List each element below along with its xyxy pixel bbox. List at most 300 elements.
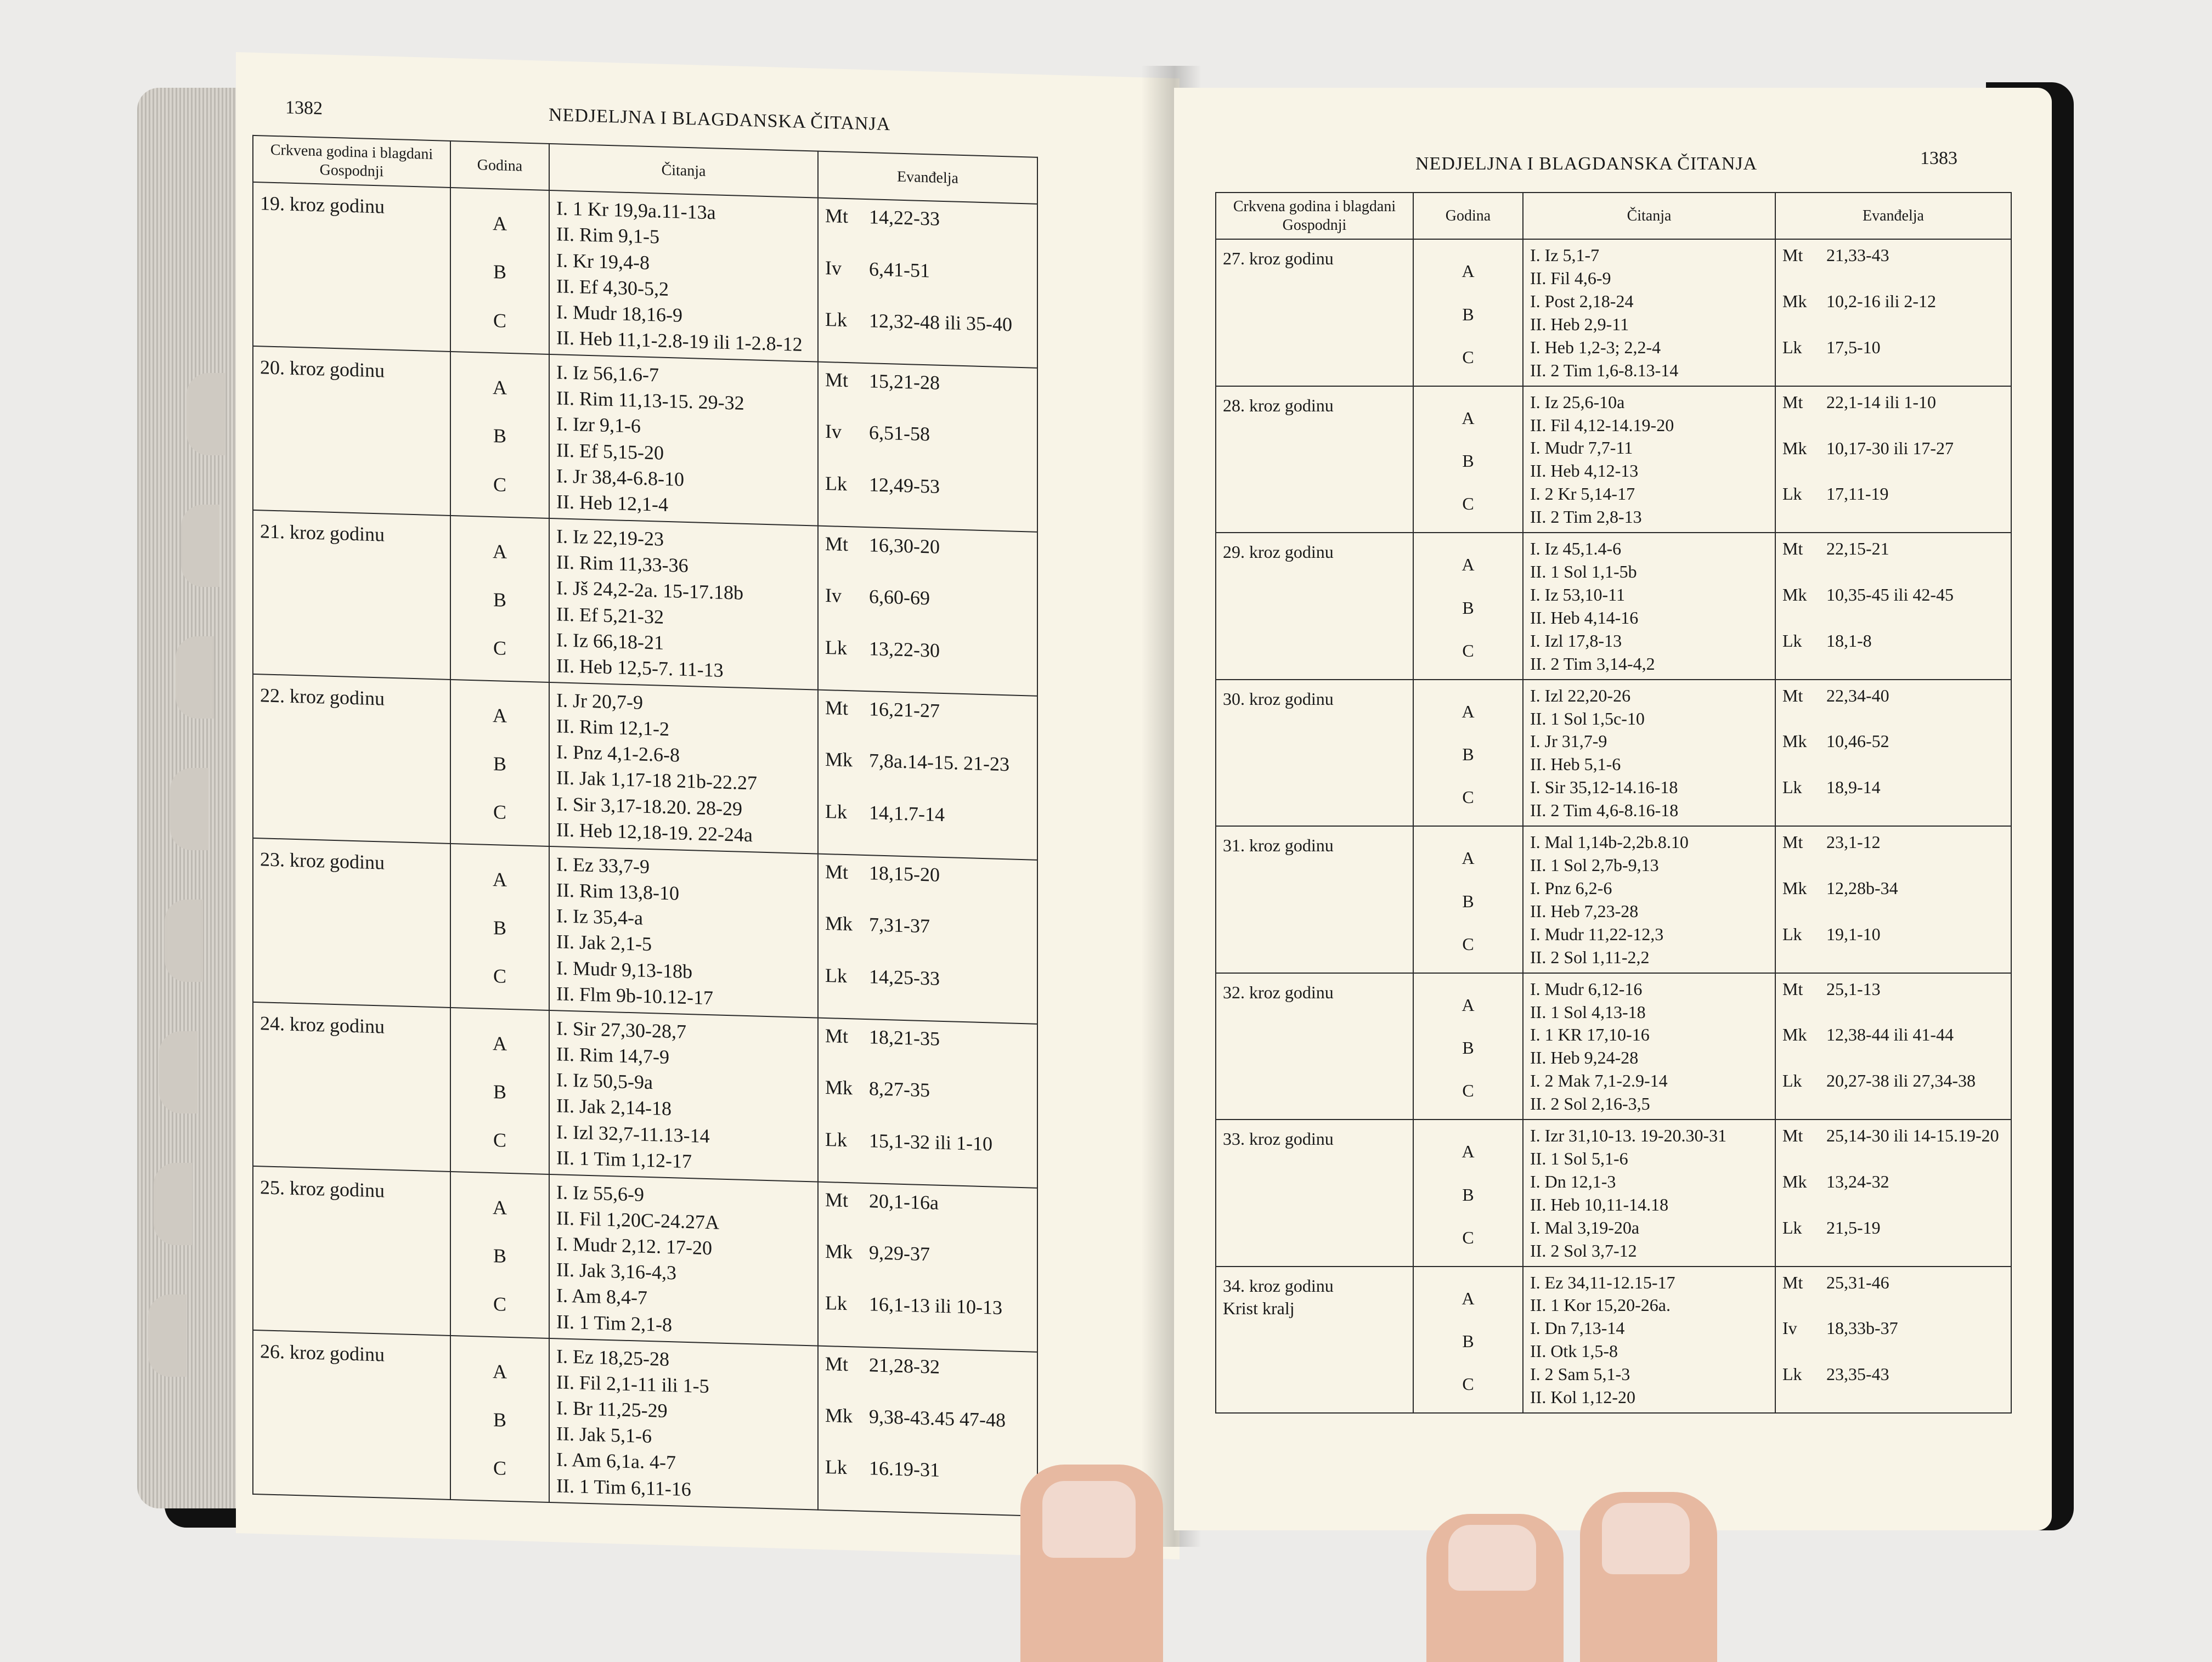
gospel-book: Mt: [825, 369, 849, 392]
year-letter: C: [493, 965, 506, 988]
readings-cell: [549, 682, 818, 854]
reading-line: II. 2 Tim 2,8-13: [1530, 507, 1642, 527]
gospel-book: Iv: [1782, 1318, 1797, 1338]
week-label: 25. kroz godinu: [260, 1176, 385, 1202]
gospels-cell: [818, 1018, 1037, 1188]
table-row: [1216, 826, 2011, 973]
year-letter: B: [1462, 1038, 1474, 1058]
col-header-year: Godina: [1413, 193, 1523, 239]
gospel-book: Mk: [1782, 731, 1807, 751]
year-letter: A: [493, 704, 507, 727]
year-letter: C: [493, 473, 506, 496]
year-letter: B: [493, 1245, 506, 1267]
thumb-index-tab: [159, 1031, 198, 1113]
year-letter: B: [493, 1409, 506, 1431]
year-letter: B: [1462, 597, 1474, 618]
year-letter: A: [1462, 848, 1475, 868]
thumb-index-tab: [170, 768, 208, 850]
year-letter: A: [1462, 994, 1475, 1015]
gospel-book: Mt: [1782, 1272, 1803, 1292]
reading-line: I. Ez 34,11-12.15-17: [1530, 1272, 1675, 1292]
reading-line: I. Post 2,18-24: [1530, 291, 1634, 311]
reading-line: I. Ez 33,7-9: [556, 853, 650, 878]
gospel-ref: 6,51-58: [869, 421, 930, 445]
reading-line: II. Heb 7,23-28: [1530, 901, 1639, 921]
gospel-book: Mk: [1782, 291, 1807, 312]
gospel-book: Lk: [1782, 484, 1802, 504]
week-label: 20. kroz godinu: [260, 356, 385, 382]
reading-line: II. Jak 2,1-5: [556, 930, 652, 956]
gospel-ref: 14,25-33: [869, 965, 940, 990]
gospel-line: [1782, 483, 2006, 529]
week-cell: [253, 510, 450, 680]
reading-line: II. Fil 4,12-14.19-20: [1530, 415, 1674, 435]
gospel-line: [825, 471, 1032, 528]
reading-line: I. Iz 35,4-a: [556, 905, 643, 929]
gospel-book: Mk: [1782, 584, 1807, 604]
reading-line: I. Pnz 6,2-6: [1530, 878, 1612, 898]
reading-line: I. Mal 1,14b-2,2b.8.10: [1530, 832, 1689, 852]
year-letter: C: [1462, 787, 1474, 807]
gospel-line: [825, 963, 1032, 1020]
gospel-line: [825, 1351, 1032, 1409]
readings-cell: [549, 1010, 818, 1182]
col-header-church-year: Crkvena godina i blagdani Gospodnji: [1216, 193, 1413, 239]
table-row: [253, 1330, 1037, 1516]
reading-line: II. 2 Sol 1,11-2,2: [1530, 947, 1650, 967]
year-letter: A: [493, 1032, 507, 1055]
reading-line: I. Mudr 11,22-12,3: [1530, 924, 1664, 944]
gospel-book: Lk: [1782, 777, 1802, 798]
gospel-ref: 18,1-8: [1826, 630, 1872, 651]
reading-line: II. 2 Tim 4,6-8.16-18: [1530, 800, 1679, 821]
reading-line: I. Iz 45,1.4-6: [1530, 539, 1622, 559]
year-letter: A: [1462, 1141, 1475, 1162]
year-cell: [1413, 680, 1523, 826]
gospels-cell: [1775, 533, 2011, 679]
gospel-book: Mk: [825, 1240, 853, 1263]
gospel-line: [825, 1290, 1032, 1348]
gospel-book: Lk: [825, 800, 847, 823]
reading-line: I. Am 8,4-7: [556, 1284, 647, 1309]
gospel-book: Lk: [1782, 337, 1802, 357]
table-row: [253, 1002, 1037, 1188]
reading-line: II. Heb 4,14-16: [1530, 607, 1639, 628]
year-cell: [450, 1172, 549, 1338]
year-cell: [450, 516, 549, 682]
gospel-ref: 25,31-46: [1826, 1272, 1889, 1292]
table-row: [253, 182, 1037, 368]
reading-line: II. Heb 10,11-14.18: [1530, 1194, 1669, 1214]
gospel-book: Lk: [825, 636, 847, 659]
gospel-ref: 9,38-43.45 47-48: [869, 1405, 1006, 1432]
gospel-line: [1782, 923, 2006, 969]
gospel-ref: 18,15-20: [869, 862, 940, 886]
gospel-ref: 15,1-32 ili 1-10: [869, 1129, 992, 1155]
gospel-line: [1782, 584, 2006, 630]
readings-cell: [549, 518, 818, 690]
reading-line: I. Kr 19,4-8: [556, 248, 650, 274]
reading-line: II. Heb 11,1-2.8-19 ili 1-2.8-12: [556, 326, 803, 355]
reading-line: I. Mudr 6,12-16: [1530, 979, 1643, 999]
gospel-ref: 16,21-27: [869, 698, 940, 722]
reading-line: I. Jš 24,2-2a. 15-17.18b: [556, 576, 743, 604]
week-cell: [1216, 239, 1413, 386]
year-letter: C: [493, 637, 506, 660]
gospel-book: Mk: [825, 1076, 853, 1099]
week-cell: [1216, 533, 1413, 679]
col-header-church-year: Crkvena godina i blagdani Gospodnji: [253, 135, 450, 188]
reading-line: I. 2 Mak 7,1-2.9-14: [1530, 1071, 1668, 1091]
table-row: [1216, 386, 2011, 533]
reading-line: II. Fil 1,20C-24.27A: [556, 1207, 719, 1234]
gospels-cell: [1775, 386, 2011, 533]
thumb-index-tab: [187, 373, 225, 455]
week-label: 28. kroz godinu: [1223, 395, 1334, 415]
week-cell: [1216, 1267, 1413, 1413]
gospel-book: Lk: [825, 1456, 847, 1479]
gospel-line: [1782, 1124, 2006, 1171]
reading-line: I. Iz 56,1.6-7: [556, 361, 659, 386]
reading-line: I. Iz 50,5-9a: [556, 1069, 653, 1094]
gospel-line: [1782, 685, 2006, 731]
gospels-cell: [818, 854, 1037, 1024]
gospel-line: [825, 911, 1032, 968]
page-number: 1382: [285, 97, 323, 119]
reading-line: I. Jr 31,7-9: [1530, 731, 1607, 751]
gospel-book: Mt: [825, 1024, 849, 1048]
reading-line: II. 1 Sol 1,1-5b: [1530, 562, 1637, 582]
gospel-ref: 7,8a.14-15. 21-23: [869, 749, 1009, 776]
gospel-line: [1782, 1271, 2006, 1318]
gospel-line: [825, 203, 1032, 261]
gospel-ref: 21,28-32: [869, 1353, 940, 1378]
fingernail: [1602, 1503, 1690, 1574]
gospels-cell: [1775, 973, 2011, 1120]
gospel-ref: 12,38-44 ili 41-44: [1826, 1025, 1954, 1045]
week-cell: [1216, 386, 1413, 533]
gospel-ref: 13,22-30: [869, 637, 940, 662]
col-header-gospels: Evanđelja: [818, 151, 1037, 204]
gospel-ref: 18,9-14: [1826, 777, 1881, 798]
gospel-ref: 15,21-28: [869, 370, 940, 394]
reading-line: I. Izr 31,10-13. 19-20.30-31: [1530, 1126, 1727, 1146]
gospels-cell: [1775, 826, 2011, 973]
gospel-book: Mk: [1782, 438, 1807, 458]
year-letter: B: [493, 261, 506, 284]
gospels-cell: [818, 690, 1037, 860]
reading-line: I. Izr 9,1-6: [556, 412, 641, 438]
gospel-book: Mt: [825, 533, 849, 556]
year-cell: [450, 352, 549, 518]
gospel-line: [1782, 1070, 2006, 1116]
reading-line: I. Izl 32,7-11.13-14: [556, 1120, 710, 1147]
reading-line: II. Jak 2,14-18: [556, 1094, 672, 1120]
readings-cell: [1523, 973, 1775, 1120]
readings-cell: [1523, 1120, 1775, 1266]
gospel-book: Lk: [825, 308, 847, 331]
reading-line: II. Jak 5,1-6: [556, 1422, 652, 1448]
gospel-book: Mt: [825, 1352, 849, 1375]
year-letter: B: [493, 753, 506, 775]
reading-line: I. Iz 5,1-7: [1530, 245, 1600, 265]
year-cell: [450, 188, 549, 354]
gospel-ref: 12,32-48 ili 35-40: [869, 309, 1012, 336]
reading-line: I. Iz 66,18-21: [556, 629, 664, 654]
gospel-book: Mt: [1782, 539, 1803, 559]
week-cell: [253, 1166, 450, 1336]
year-cell: [1413, 1120, 1523, 1266]
gospel-line: [825, 635, 1032, 692]
year-letter: C: [493, 1129, 506, 1152]
gospel-line: [1782, 877, 2006, 923]
year-letter: B: [1462, 1184, 1474, 1205]
col-header-readings: Čitanja: [1523, 193, 1775, 239]
gospel-line: [825, 695, 1032, 753]
year-letter: B: [1462, 451, 1474, 471]
week-label: 19. kroz godinu: [260, 192, 385, 218]
gospel-book: Lk: [825, 1292, 847, 1315]
gospel-book: Lk: [825, 1128, 847, 1151]
gospel-ref: 23,1-12: [1826, 832, 1881, 852]
year-letter: C: [1462, 640, 1474, 660]
gospel-line: [1782, 336, 2006, 382]
week-subtitle: Krist kralj: [1223, 1298, 1295, 1319]
reading-line: I. Sir 3,17-18.20. 28-29: [556, 792, 742, 820]
table-row: [1216, 680, 2011, 826]
col-header-gospels: Evanđelja: [1775, 193, 2011, 239]
gospel-line: [825, 1403, 1032, 1460]
col-header-readings: Čitanja: [549, 144, 818, 198]
gospel-line: [825, 419, 1032, 476]
week-cell: [253, 1330, 450, 1500]
reading-line: II. 2 Tim 1,6-8.13-14: [1530, 360, 1679, 380]
reading-line: II. 1 Sol 1,5c-10: [1530, 708, 1645, 728]
gospel-book: Mk: [1782, 878, 1807, 898]
reading-line: I. Heb 1,2-3; 2,2-4: [1530, 337, 1661, 357]
gospel-book: Mt: [1782, 832, 1803, 852]
reading-line: II. 1 Sol 2,7b-9,13: [1530, 855, 1659, 875]
thumb-index-tab: [165, 900, 203, 982]
week-cell: [1216, 1120, 1413, 1266]
week-cell: [1216, 680, 1413, 826]
reading-line: II. Fil 4,6-9: [1530, 268, 1611, 289]
reading-line: II. Heb 12,5-7. 11-13: [556, 654, 724, 681]
year-letter: B: [493, 589, 506, 612]
year-cell: [450, 844, 549, 1010]
gospels-cell: [818, 1182, 1037, 1352]
gospel-ref: 16,30-20: [869, 534, 940, 558]
reading-line: I. Izl 17,8-13: [1530, 630, 1622, 651]
gospel-line: [825, 583, 1032, 640]
year-letter: A: [1462, 1288, 1475, 1308]
year-letter: C: [493, 801, 506, 824]
gospel-ref: 21,5-19: [1826, 1217, 1881, 1237]
gospel-line: [825, 859, 1032, 917]
reading-line: II. Fil 2,1-11 ili 1-5: [556, 1371, 709, 1398]
gospel-book: Mt: [825, 696, 849, 720]
gospel-line: [1782, 978, 2006, 1024]
gospel-line: [1782, 776, 2006, 822]
gospels-cell: [1775, 1267, 2011, 1413]
reading-line: II. Heb 12,1-4: [556, 490, 668, 516]
gospel-line: [1782, 391, 2006, 437]
gospel-ref: 25,14-30 ili 14-15.19-20: [1826, 1126, 1999, 1146]
year-letter: A: [493, 868, 507, 891]
gospel-line: [825, 1187, 1032, 1245]
gospel-line: [1782, 538, 2006, 584]
reading-line: I. Ez 18,25-28: [556, 1345, 669, 1370]
year-cell: [1413, 386, 1523, 533]
reading-line: II. Jak 3,16-4,3: [556, 1258, 676, 1284]
readings-cell: [1523, 386, 1775, 533]
readings-table: [252, 135, 1038, 1517]
year-letter: A: [1462, 261, 1475, 281]
readings-table: [1215, 192, 2012, 1414]
gospel-ref: 17,11-19: [1826, 484, 1889, 504]
gospel-book: Iv: [825, 256, 842, 279]
gospel-line: [1782, 1363, 2006, 1409]
year-letter: C: [1462, 1081, 1474, 1101]
gospel-ref: 6,60-69: [869, 585, 930, 609]
year-cell: [450, 1008, 549, 1174]
gospel-book: Mt: [1782, 1126, 1803, 1146]
reading-line: I. Pnz 4,1-2.6-8: [556, 740, 680, 766]
week-label: 31. kroz godinu: [1223, 835, 1334, 856]
reading-line: I. Sir 27,30-28,7: [556, 1017, 686, 1043]
reading-line: I. Mudr 7,7-11: [1530, 438, 1633, 458]
gospels-cell: [818, 198, 1037, 368]
thumb-index-tab: [154, 1163, 192, 1245]
gospel-book: Mt: [1782, 245, 1803, 265]
week-label: 21. kroz godinu: [260, 520, 385, 546]
reading-line: I. Dn 12,1-3: [1530, 1171, 1616, 1191]
reading-line: I. Sir 35,12-14.16-18: [1530, 777, 1678, 798]
year-letter: C: [493, 1457, 506, 1479]
gospel-line: [1782, 831, 2006, 877]
gospel-book: Mt: [825, 860, 849, 884]
reading-line: I. Iz 55,6-9: [556, 1181, 644, 1206]
thumb-index-tab: [176, 636, 214, 719]
week-cell: [253, 674, 450, 844]
reading-line: II. 1 Sol 4,13-18: [1530, 1002, 1646, 1022]
year-letter: A: [1462, 701, 1475, 721]
gospel-line: [1782, 1317, 2006, 1363]
year-cell: [1413, 1267, 1523, 1413]
table-row: [1216, 1120, 2011, 1266]
gospel-line: [825, 799, 1032, 856]
week-label: 23. kroz godinu: [260, 848, 385, 874]
reading-line: I. 1 Kr 19,9a.11-13a: [556, 197, 716, 224]
thumb-index-tab: [181, 505, 219, 587]
reading-line: I. Mal 3,19-20a: [1530, 1217, 1640, 1237]
gospel-book: Iv: [825, 420, 842, 443]
gospels-cell: [818, 526, 1037, 696]
reading-line: II. Ef 5,21-32: [556, 602, 664, 628]
reading-line: II. Rim 9,1-5: [556, 223, 659, 248]
reading-line: I. Mudr 9,13-18b: [556, 956, 692, 982]
reading-line: II. Flm 9b-10.12-17: [556, 982, 713, 1009]
gospel-ref: 7,31-37: [869, 913, 930, 937]
year-letter: B: [493, 1081, 506, 1103]
week-label: 22. kroz godinu: [260, 684, 385, 710]
reading-line: II. Rim 12,1-2: [556, 715, 669, 740]
week-label: 29. kroz godinu: [1223, 542, 1334, 562]
reading-line: I. 2 Kr 5,14-17: [1530, 484, 1635, 504]
reading-line: II. Kol 1,12-20: [1530, 1387, 1635, 1407]
gospel-ref: 10,46-52: [1826, 731, 1889, 751]
week-cell: [1216, 973, 1413, 1120]
table-row: [1216, 973, 2011, 1120]
reading-line: II. Rim 13,8-10: [556, 879, 679, 905]
week-cell: [253, 346, 450, 516]
year-letter: C: [1462, 347, 1474, 367]
gospel-book: Mt: [825, 1188, 849, 1211]
gospel-ref: 10,35-45 ili 42-45: [1826, 584, 1954, 604]
gospel-line: [1782, 730, 2006, 776]
year-letter: B: [493, 425, 506, 448]
gospel-line: [825, 1239, 1032, 1296]
reading-line: II. 1 Tim 6,11-16: [556, 1474, 691, 1500]
reading-line: I. 1 KR 17,10-16: [1530, 1025, 1650, 1045]
year-letter: C: [1462, 1374, 1474, 1394]
gospel-ref: 12,49-53: [869, 473, 940, 498]
reading-line: II. Heb 5,1-6: [1530, 754, 1621, 775]
gospel-book: Iv: [825, 584, 842, 607]
year-letter: C: [493, 309, 506, 332]
reading-line: II. Heb 12,18-19. 22-24a: [556, 818, 753, 846]
reading-line: I. Iz 25,6-10a: [1530, 392, 1625, 412]
gospel-line: [825, 1126, 1032, 1184]
gospel-book: Mk: [825, 748, 853, 771]
gospel-ref: 18,21-35: [869, 1026, 940, 1050]
gospel-book: Lk: [825, 472, 847, 495]
week-label: 26. kroz godinu: [260, 1339, 385, 1366]
gospel-book: Mk: [1782, 1171, 1807, 1191]
gospel-book: Lk: [1782, 1071, 1802, 1091]
reading-line: II. Jak 1,17-18 21b-22.27: [556, 766, 757, 795]
year-letter: A: [493, 1196, 507, 1219]
gospel-line: [1782, 1217, 2006, 1263]
gospel-book: Mk: [825, 912, 853, 935]
gospel-ref: 14,1.7-14: [869, 801, 945, 826]
reading-line: I. Izl 22,20-26: [1530, 685, 1631, 705]
reading-line: II. Rim 14,7-9: [556, 1043, 669, 1069]
gospel-line: [825, 1023, 1032, 1081]
gospel-ref: 16.19-31: [869, 1457, 940, 1482]
gospel-line: [825, 531, 1032, 589]
page-number: 1383: [1920, 148, 1957, 168]
gospel-book: Mt: [825, 205, 849, 228]
reading-line: II. Ef 4,30-5,2: [556, 274, 669, 300]
page-header: NEDJELJNA I BLAGDANSKA ČITANJA: [549, 104, 891, 135]
gospel-book: Mt: [1782, 685, 1803, 705]
gospel-ref: 6,41-51: [869, 257, 930, 281]
gospel-book: Mk: [825, 1404, 853, 1427]
year-letter: A: [493, 376, 507, 399]
table-row: [1216, 533, 2011, 679]
table-row: [253, 674, 1037, 860]
fingernail: [1448, 1525, 1536, 1591]
gospel-ref: 17,5-10: [1826, 337, 1881, 357]
gospel-ref: 16,1-13 ili 10-13: [869, 1293, 1002, 1319]
gospels-cell: [818, 362, 1037, 532]
readings-cell: [549, 846, 818, 1018]
reading-line: II. 1 Sol 5,1-6: [1530, 1149, 1628, 1168]
table-row: [1216, 239, 2011, 386]
week-label: 32. kroz godinu: [1223, 982, 1334, 1002]
gospel-ref: 22,1-14 ili 1-10: [1826, 392, 1936, 412]
